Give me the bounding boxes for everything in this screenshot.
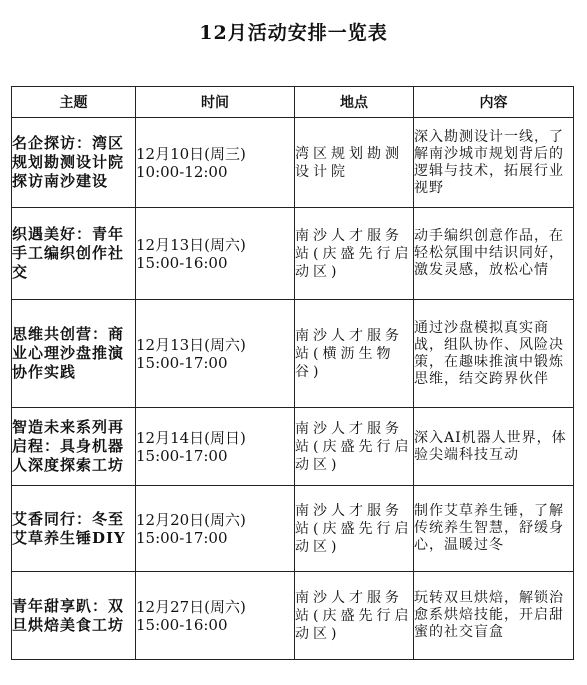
row-content: 动手编织创意作品，在轻松氛围中结识同好，激发灵感，放松心情 [414,208,574,300]
table-row [12,572,574,660]
row-topic: 名企探访：湾区规划勘测设计院探访南沙建设 [12,118,136,208]
table-row [12,118,574,208]
row-topic: 艾香同行：冬至艾草养生锤DIY [12,486,136,572]
row-time: 12月20日(周六) 15:00-17:00 [136,486,295,572]
table-row [12,300,574,408]
row-location: 湾区规划勘测设计院 [295,118,414,208]
header-topic: 主题 [12,87,136,118]
row-content: 深入AI机器人世界，体验尖端科技互动 [414,408,574,486]
row-time: 12月13日(周六) 15:00-16:00 [136,208,295,300]
table-row [12,486,574,572]
table-row [12,408,574,486]
row-content: 通过沙盘模拟真实商战，组队协作、风险决策，在趣味推演中锻炼思维，结交跨界伙伴 [414,300,574,408]
header-content: 内容 [414,87,574,118]
table-header-row [12,87,574,118]
schedule-table [11,86,574,660]
row-location: 南沙人才服务站(庆盛先行启动区) [295,408,414,486]
page-title: 12月活动安排一览表 [199,22,388,44]
row-location: 南沙人才服务站(庆盛先行启动区) [295,208,414,300]
row-time: 12月14日(周日) 15:00-17:00 [136,408,295,486]
row-location: 南沙人才服务站(庆盛先行启动区) [295,572,414,660]
row-topic: 织遇美好：青年手工编织创作社交 [12,208,136,300]
row-location: 南沙人才服务站(横沥生物谷) [295,300,414,408]
row-time: 12月27日(周六) 15:00-16:00 [136,572,295,660]
row-topic: 智造未来系列再启程：具身机器人深度探索工坊 [12,408,136,486]
row-topic: 思维共创营：商业心理沙盘推演协作实践 [12,300,136,408]
row-topic: 青年甜享趴：双旦烘焙美食工坊 [12,572,136,660]
row-time: 12月13日(周六) 15:00-17:00 [136,300,295,408]
row-time: 12月10日(周三) 10:00-12:00 [136,118,295,208]
table-row [12,208,574,300]
header-location: 地点 [295,87,414,118]
header-time: 时间 [136,87,295,118]
row-location: 南沙人才服务站(庆盛先行启动区) [295,486,414,572]
row-content: 制作艾草养生锤，了解传统养生智慧，舒缓身心，温暖过冬 [414,486,574,572]
row-content: 深入勘测设计一线，了解南沙城市规划背后的逻辑与技术，拓展行业视野 [414,118,574,208]
row-content: 玩转双旦烘焙，解锁治愈系烘焙技能，开启甜蜜的社交盲盒 [414,572,574,660]
